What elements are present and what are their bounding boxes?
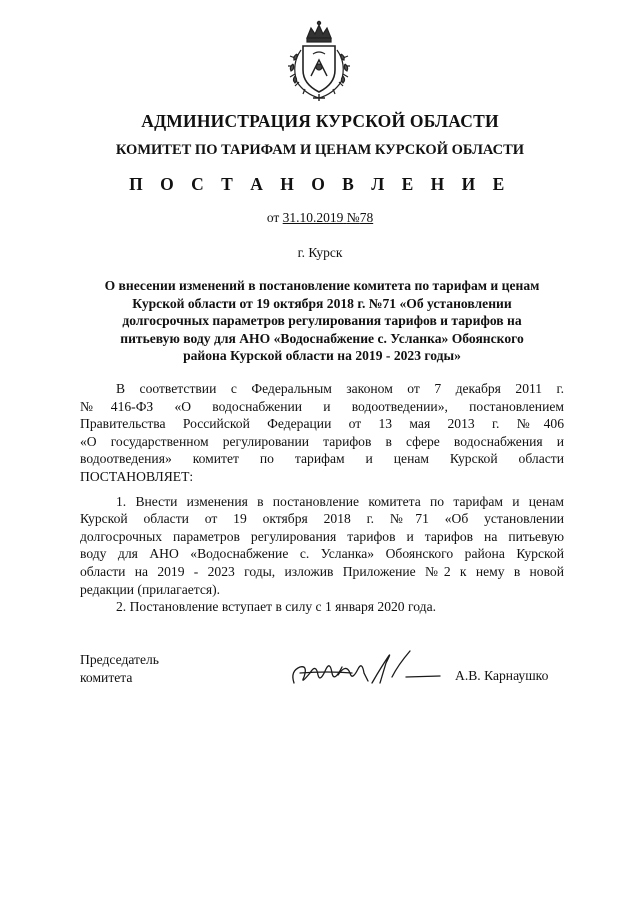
- item-1-line: 1. Внести изменения в постановление комитета по тарифам и ценам: [116, 493, 564, 509]
- handwritten-signature: [288, 643, 444, 693]
- subject-line: района Курской области на 2019 - 2023 годы»: [183, 348, 461, 364]
- preamble-line: ПОСТАНОВЛЯЕТ:: [80, 468, 194, 484]
- preamble-line: Правительства Российской Федерации от 13 мая 2013 г. №406: [80, 416, 564, 432]
- subject-line: Курской области от 19 октября 2018 г. №71 «Об установлении: [132, 295, 512, 311]
- preamble-line: №416-ФЗ «О водоснабжении и водоотведении», постановлением: [80, 398, 564, 414]
- coat-of-arms-icon: [285, 20, 353, 102]
- signatory-position: [80, 651, 159, 687]
- signatory-name: А.В. Карнаушко: [455, 668, 549, 683]
- document-type-title: П О С Т А Н О В Л Е Н И Е: [129, 174, 511, 194]
- item-2-paragraph: [80, 598, 564, 616]
- item-1-line: воду для АНО «Водоснабжение с. Усланка» Обоянского района Курской: [80, 546, 564, 562]
- item-1-line: Курской области от 19 октября 2018 г. №71 «Об установлении: [80, 511, 564, 527]
- preamble-line: В соответствии с Федеральным законом от 7 декабря 2011 г.: [116, 381, 564, 396]
- preamble-paragraph: [80, 380, 564, 486]
- subject-line: О внесении изменений в постановление комитета по тарифам и ценам: [104, 278, 540, 293]
- document-subject: [80, 277, 564, 365]
- subject-line: долгосрочных параметров регулирования тарифов и тарифов на: [122, 313, 522, 329]
- document-number: 78: [359, 210, 374, 225]
- document-body: [80, 380, 564, 616]
- subject-line: питьевую воду для АНО «Водоснабжение с. Усланка» Обоянского: [120, 330, 524, 346]
- item-2-line: 2. Постановление вступает в силу с 1 января 2020 года.: [116, 599, 436, 615]
- item-1-line: редакции (прилагается).: [80, 581, 221, 597]
- position-line: Председатель: [80, 652, 159, 667]
- document-date-line: [0, 210, 640, 226]
- date-prefix: от: [266, 210, 280, 225]
- committee-heading: КОМИТЕТ ПО ТАРИФАМ И ЦЕНАМ КУРСКОЙ ОБЛАСТИ: [115, 142, 525, 158]
- preamble-line: «О государственном регулировании тарифов в сфере водоснабжения и: [80, 433, 564, 449]
- item-1-line: области на 2019 - 2023 годы, изложив Приложение №2 к нему в новой: [80, 563, 564, 579]
- item-1-paragraph: [80, 493, 564, 599]
- item-1-line: долгосрочных параметров регулирования тарифов и тарифов на питьевую: [80, 528, 564, 544]
- number-sign: №: [346, 210, 360, 225]
- position-line: комитета: [80, 670, 133, 685]
- city-line: г. Курск: [297, 245, 343, 260]
- document-date: 31.10.2019: [282, 210, 344, 225]
- administration-heading: АДМИНИСТРАЦИЯ КУРСКОЙ ОБЛАСТИ: [141, 111, 499, 131]
- preamble-line: водоотведения» комитет по тарифам и ценам Курской области: [80, 451, 564, 467]
